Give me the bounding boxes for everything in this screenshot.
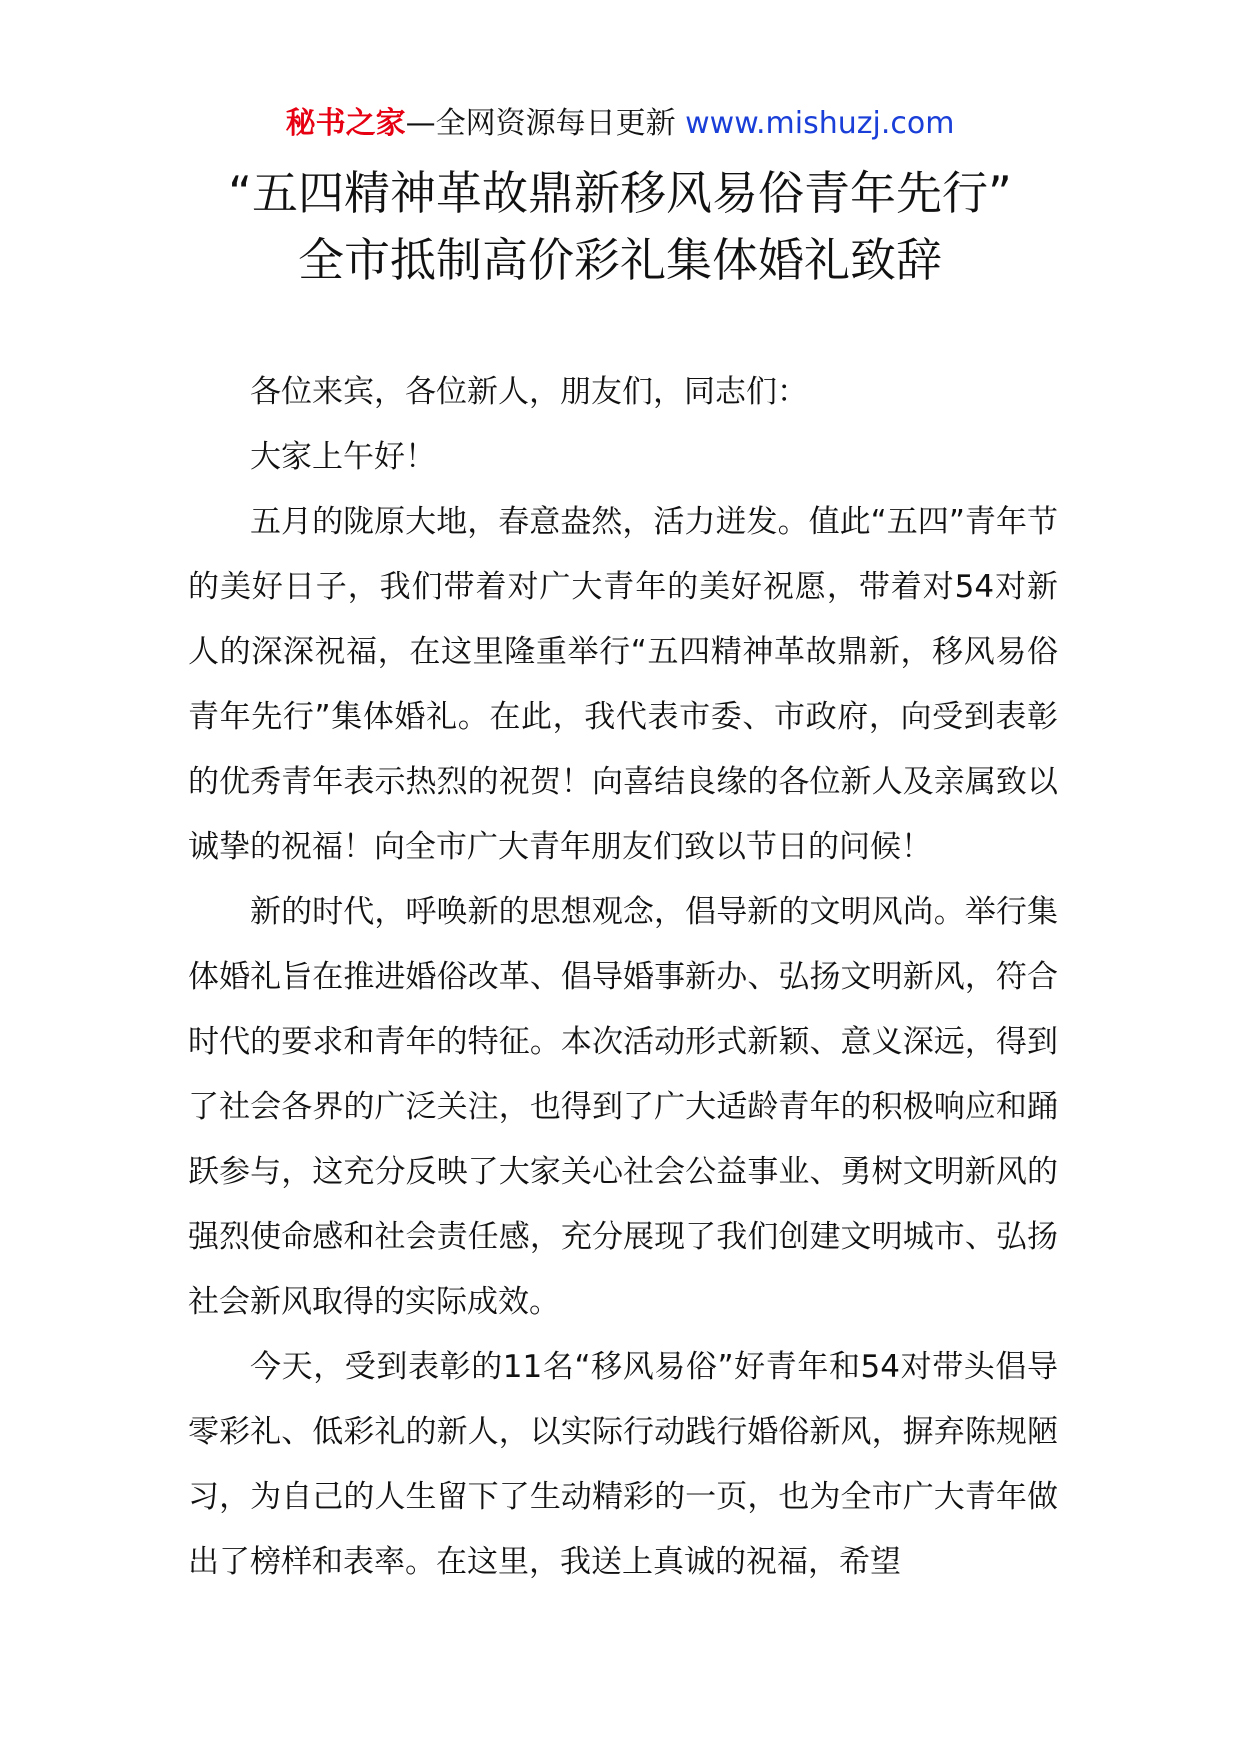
greeting-paragraph: 大家上午好！ bbox=[250, 439, 436, 475]
body-paragraph: 五月的陇原大地，春意盎然，活力迸发。值此“五四”青年节的美好日子，我们带着对广大青年的美好祝愿，带着对54对新人的深深祝福，在这里隆重举行“五四精神革故鼎新，移风易俗青年先行”集体婚礼。在此，我代表市委、市政府，向受到表彰的优秀青年表示热烈的祝贺！向喜结良缘的各位新人及亲属致以诚挚的祝福！向全市广大青年朋友们致以节日的问候！ bbox=[188, 504, 1058, 865]
salutation-paragraph: 各位来宾，各位新人，朋友们，同志们： bbox=[250, 374, 808, 410]
body-paragraph: 新的时代，呼唤新的思想观念，倡导新的文明风尚。举行集体婚礼旨在推进婚俗改革、倡导婚事新办、弘扬文明新风，符合时代的要求和青年的特征。本次活动形式新颖、意义深远，得到了社会各界的广泛关注，也得到了广大适龄青年的积极响应和踊跃参与，这充分反映了大家关心社会公益事业、勇树文明新风的强烈使命感和社会责任感，充分展现了我们创建文明城市、弘扬社会新风取得的实际成效。 bbox=[188, 894, 1058, 1320]
document-body bbox=[188, 360, 1058, 1595]
body-paragraph: 今天，受到表彰的11名“移风易俗”好青年和54对带头倡导零彩礼、低彩礼的新人，以实际行动践行婚俗新风，摒弃陈规陋习，为自己的人生留下了生动精彩的一页，也为全市广大青年做出了榜样和表率。在这里，我送上真诚的祝福，希望 bbox=[188, 1349, 1058, 1580]
header-tagline: —全网资源每日更新 bbox=[405, 106, 686, 141]
site-header bbox=[0, 104, 1240, 144]
document-title-line-1: “五四精神革故鼎新移风易俗青年先行” bbox=[228, 166, 1012, 220]
document-title-line-2: 全市抵制高价彩礼集体婚礼致辞 bbox=[298, 233, 942, 287]
brand-name: 秘书之家 bbox=[285, 106, 406, 141]
site-url-link[interactable]: www.mishuzj.com bbox=[685, 106, 955, 141]
